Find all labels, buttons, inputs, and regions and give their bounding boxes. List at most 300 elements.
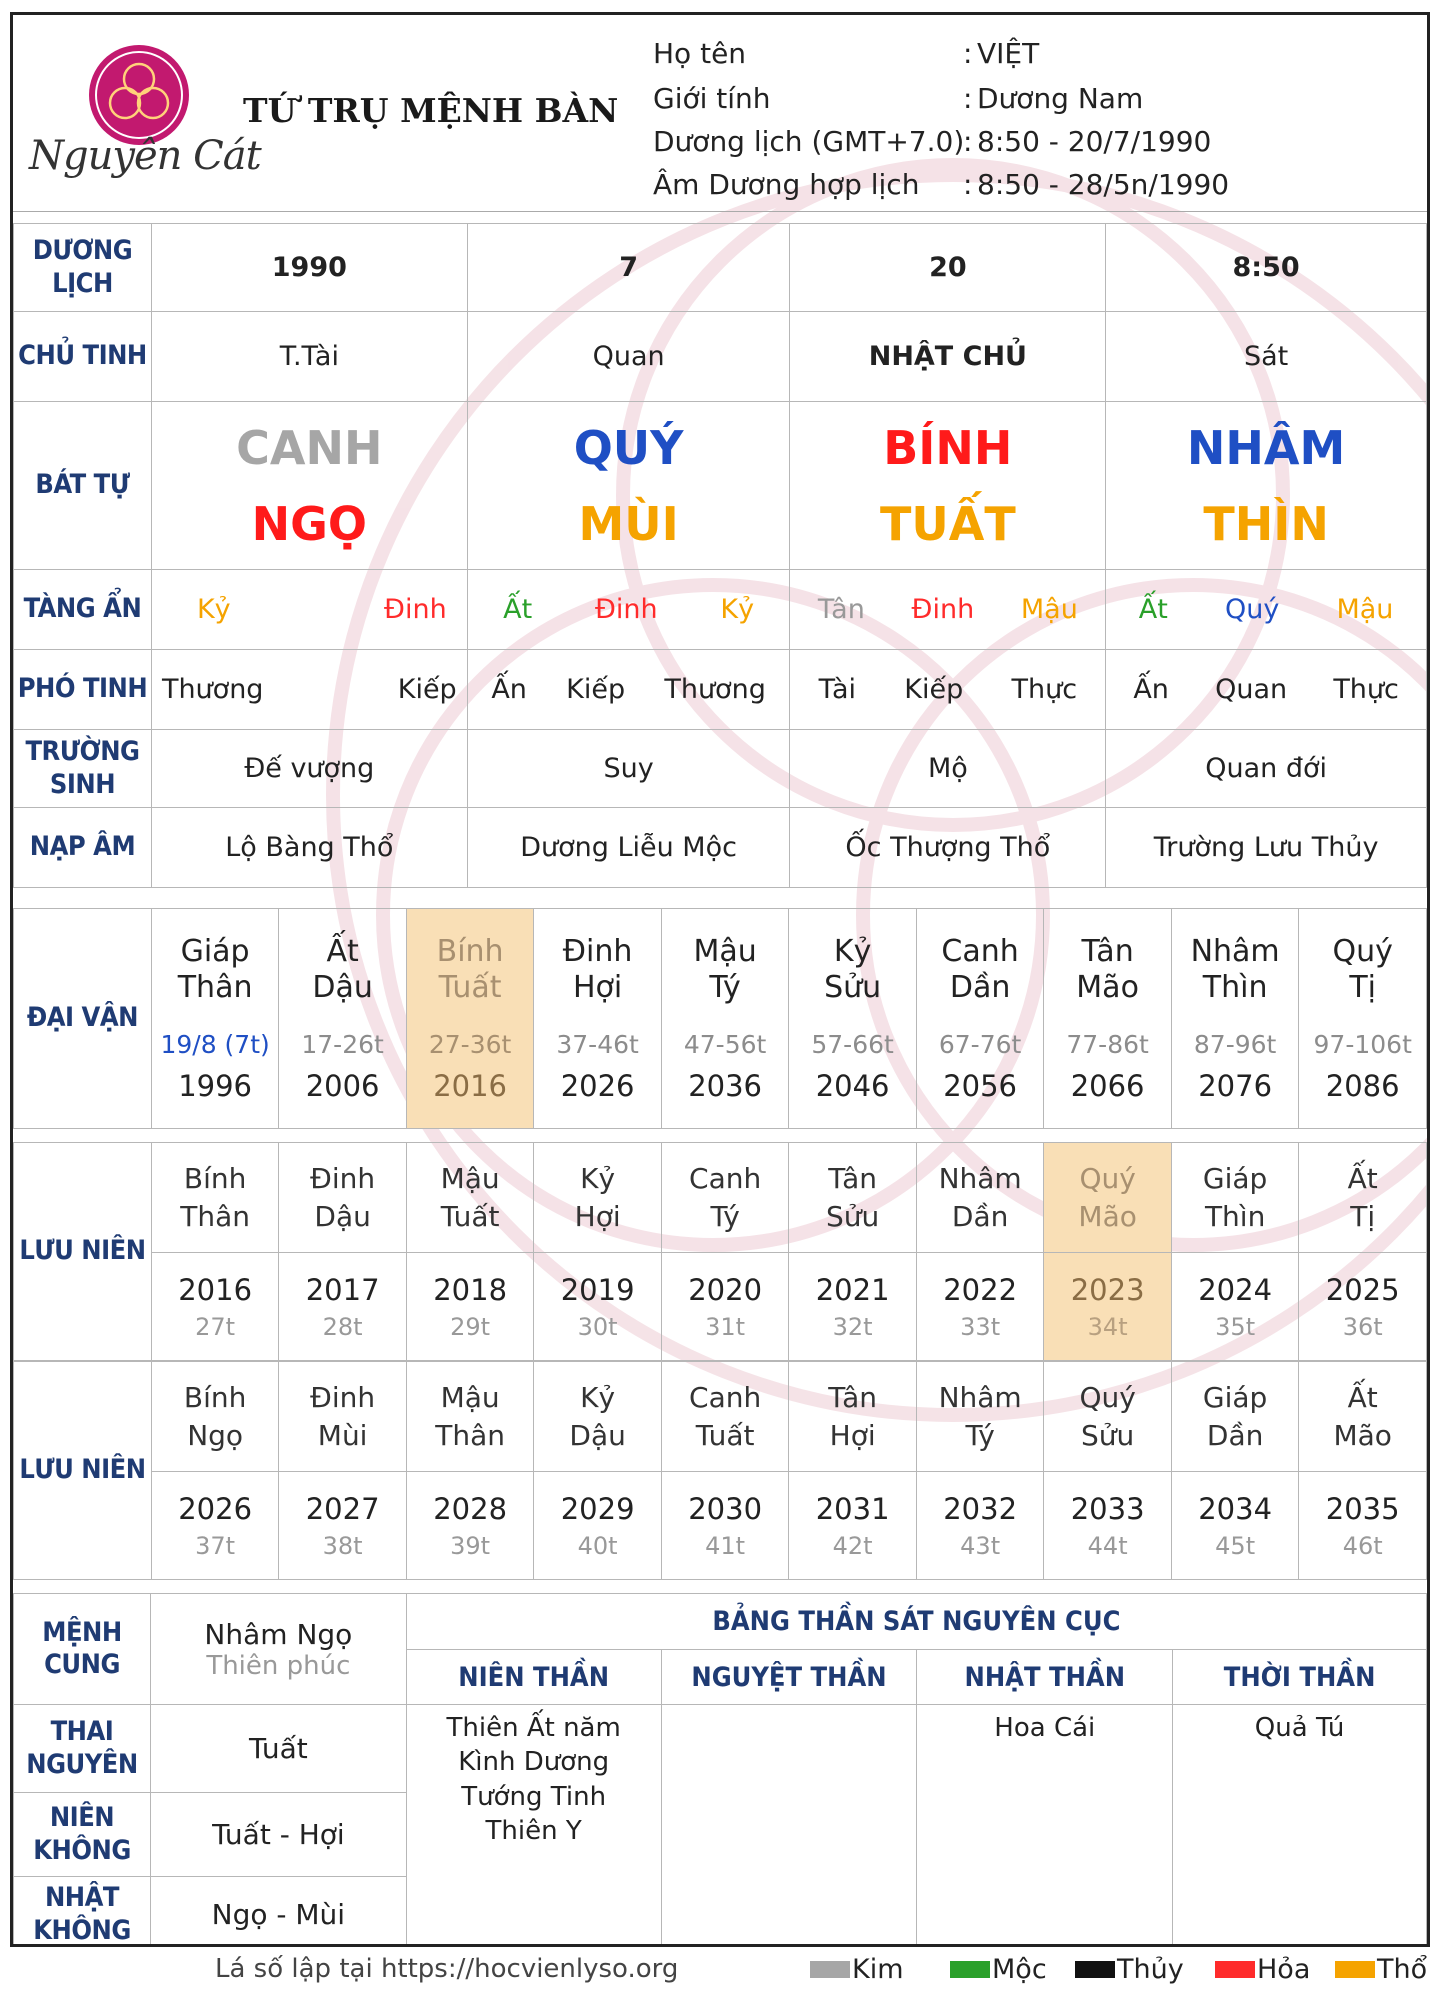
- footer: [0, 1952, 1440, 1992]
- luu-nien-branch: Ngọ: [187, 1418, 244, 1452]
- luu-nien-name-row: [14, 1362, 1427, 1472]
- luu-nien-cell: [534, 1143, 662, 1253]
- dai-van-stem: Đinh: [562, 934, 633, 969]
- luu-nien-branch: Dần: [951, 1199, 1009, 1233]
- luu-nien-branch: Tuất: [440, 1199, 500, 1233]
- tho-swatch-icon: [1335, 1961, 1375, 1978]
- than-sat-title: BẢNG THẦN SÁT NGUYÊN CỤC: [406, 1594, 1426, 1650]
- luu-nien-year-cell: [534, 1253, 662, 1361]
- truong-sinh-row: [14, 730, 1427, 808]
- dai-van-cell: [661, 909, 789, 1129]
- dai-van-year: 2016: [433, 1069, 508, 1103]
- luu-nien-stem: Bính: [183, 1380, 247, 1414]
- dai-van-stem: Nhâm: [1190, 934, 1280, 969]
- bat-tu-hour: [1106, 402, 1427, 570]
- luu-nien-cell: [1299, 1362, 1427, 1472]
- info-name-row: Họ tên : VIỆT: [653, 37, 1040, 70]
- legend-thuy: [1075, 1954, 1184, 1985]
- dai-van-cell: [916, 909, 1044, 1129]
- luu-nien-year: 2031: [815, 1491, 890, 1526]
- luu-nien-cell: [789, 1143, 917, 1253]
- menh-cung-sub: Thiên phúc: [206, 1650, 351, 1681]
- branch-thin: THÌN: [1203, 496, 1329, 551]
- luu-nien-age: 31t: [705, 1312, 746, 1341]
- legend-kim: [810, 1954, 904, 1985]
- tang-an-item: Ất: [503, 594, 533, 625]
- luu-nien-cell: [534, 1362, 662, 1472]
- tang-an-item: Đinh: [384, 594, 447, 625]
- dai-van-age: 19/8 (7t): [160, 1030, 270, 1059]
- dai-van-stem: Bính: [436, 934, 504, 969]
- chu-tinh-year: T.Tài: [151, 312, 467, 402]
- kim-swatch-icon: [810, 1961, 850, 1978]
- row-head-tang-an: TÀNG ẨN: [14, 570, 152, 650]
- pillar-month-value: 7: [467, 224, 790, 312]
- luu-nien-cell: [1299, 1143, 1427, 1253]
- luu-nien-cell: [151, 1143, 279, 1253]
- thai-nguyen-value: Tuất: [150, 1705, 406, 1793]
- col-nien-than: NIÊN THẦN: [406, 1650, 661, 1705]
- luu-nien-stem: Giáp: [1202, 1380, 1268, 1414]
- dai-van-cell: [151, 909, 279, 1129]
- luu-nien-year-cell: [151, 1253, 279, 1361]
- dai-van-year: 2006: [305, 1069, 380, 1103]
- luu-nien-branch: Mùi: [317, 1418, 368, 1452]
- dai-van-year: 2026: [560, 1069, 635, 1103]
- tang-an-item: Đinh: [594, 594, 658, 625]
- dai-van-branch: Mão: [1076, 970, 1139, 1005]
- luu-nien-age: 44t: [1087, 1531, 1128, 1560]
- row-head-truong-sinh: TRƯỜNG SINH: [14, 730, 152, 808]
- pho-tinh-item: Thực: [1333, 674, 1399, 705]
- info-lunar-row: Âm Dương hợp lịch : 8:50 - 28/5n/1990: [653, 168, 1230, 201]
- luu-nien-stem: Đinh: [310, 1161, 376, 1195]
- tang-an-item: Kỷ: [196, 594, 231, 625]
- luu-nien-age: 30t: [577, 1312, 618, 1341]
- dai-van-stem: Mậu: [693, 934, 757, 969]
- luu-nien-year-cell: [789, 1472, 917, 1580]
- luu-nien-year: 2019: [560, 1272, 635, 1307]
- pillar-hour-value: 8:50: [1106, 224, 1427, 312]
- nap-am-row: [14, 808, 1427, 888]
- luu-nien-year: 2021: [815, 1272, 890, 1307]
- chu-tinh-row: [14, 312, 1427, 402]
- luu-nien-year-cell: [279, 1253, 407, 1361]
- truong-sinh-year: Đế vượng: [151, 730, 467, 808]
- luu-nien-stem: Giáp: [1202, 1161, 1268, 1195]
- pho-tinh-row: [14, 650, 1427, 730]
- luu-nien-cell: [916, 1143, 1044, 1253]
- dai-van-table: [13, 908, 1427, 1129]
- brand-logo: [27, 29, 247, 209]
- bottom-row-1: [14, 1594, 1427, 1650]
- luu-nien-year-cell: [534, 1472, 662, 1580]
- luu-nien-year: 2032: [943, 1491, 1018, 1526]
- luu-nien-stem: Canh: [689, 1380, 762, 1414]
- dai-van-cell: [789, 909, 917, 1129]
- luu-nien-year-cell: [789, 1253, 917, 1361]
- dai-van-stem: Kỷ: [833, 934, 872, 969]
- row-head-luu-nien: LƯU NIÊN: [14, 1362, 152, 1580]
- luu-nien-branch: Dần: [1206, 1418, 1264, 1452]
- pho-tinh-item: Thương: [161, 674, 264, 705]
- luu-nien-year: 2028: [433, 1491, 508, 1526]
- tang-an-item: Tân: [817, 594, 865, 625]
- legend-label: Hỏa: [1257, 1954, 1311, 1985]
- luu-nien-year: 2027: [305, 1491, 380, 1526]
- luu-nien-cell: [916, 1362, 1044, 1472]
- luu-nien-year: 2030: [688, 1491, 763, 1526]
- dai-van-stem: Tân: [1081, 934, 1134, 969]
- info-value: 8:50 - 28/5n/1990: [977, 168, 1230, 201]
- brand-name: Nguyên Cát: [29, 133, 261, 179]
- luu-nien-cell: [661, 1362, 789, 1472]
- dai-van-age: 27-36t: [428, 1030, 512, 1059]
- dai-van-cell: [534, 909, 662, 1129]
- row-head-chu-tinh: CHỦ TINH: [14, 312, 152, 402]
- luu-nien-age: 33t: [960, 1312, 1001, 1341]
- info-label: Giới tính: [653, 82, 771, 115]
- luu-nien-age: 41t: [705, 1531, 746, 1560]
- truong-sinh-month: Suy: [467, 730, 790, 808]
- tang-an-row: [14, 570, 1427, 650]
- luu-nien-year: 2026: [178, 1491, 253, 1526]
- col-thoi-than: THỜI THẦN: [1173, 1650, 1427, 1705]
- luu-nien-stem: Mậu: [440, 1161, 500, 1195]
- luu-nien-year-cell: [406, 1472, 534, 1580]
- nhat-khong-label: NHẬT KHÔNG: [14, 1877, 151, 1948]
- dai-van-stem: Canh: [941, 934, 1019, 969]
- luu-nien-year-cell: [1171, 1253, 1299, 1361]
- luu-nien-age: 39t: [450, 1531, 491, 1560]
- info-label: Âm Dương hợp lịch: [653, 168, 920, 201]
- luu-nien-stem: Bính: [183, 1161, 247, 1195]
- dai-van-age: 97-106t: [1313, 1030, 1412, 1059]
- luu-nien-branch: Sửu: [825, 1199, 880, 1233]
- luu-nien-stem: Đinh: [310, 1380, 376, 1414]
- legend-label: Thổ: [1377, 1954, 1428, 1985]
- pho-tinh-item: Ấn: [1133, 674, 1169, 705]
- dai-van-year: 1996: [178, 1069, 253, 1103]
- luu-nien-table-2: [13, 1361, 1427, 1580]
- dai-van-branch: Dần: [949, 970, 1011, 1005]
- bottom-table: [13, 1593, 1427, 1947]
- dai-van-age: 17-26t: [301, 1030, 384, 1059]
- luu-nien-age: 37t: [195, 1531, 236, 1560]
- thai-nguyen-label: THAI NGUYÊN: [14, 1705, 151, 1793]
- luu-nien-branch: Thân: [435, 1418, 505, 1452]
- luu-nien-year-cell: [1171, 1472, 1299, 1580]
- bat-tu-day: [790, 402, 1106, 570]
- luu-nien-age: 42t: [832, 1531, 873, 1560]
- luu-nien-cell: [789, 1362, 917, 1472]
- nhat-khong-value: Ngọ - Mùi: [150, 1877, 406, 1948]
- chu-tinh-month: Quan: [467, 312, 790, 402]
- pho-tinh-item: Thương: [664, 674, 766, 705]
- legend-label: Kim: [852, 1954, 904, 1985]
- luu-nien-table-1: [13, 1142, 1427, 1361]
- dai-van-year: 2056: [943, 1069, 1018, 1103]
- luu-nien-branch: Dậu: [569, 1418, 626, 1452]
- branch-ngo: NGỌ: [251, 496, 367, 551]
- legend-hoa: [1215, 1954, 1310, 1985]
- luu-nien-year: 2035: [1325, 1491, 1400, 1526]
- dai-van-age: 67-76t: [938, 1030, 1022, 1059]
- thuy-swatch-icon: [1075, 1961, 1115, 1978]
- dai-van-cell-current: [406, 909, 534, 1129]
- luu-nien-cell: [661, 1143, 789, 1253]
- legend-tho: [1335, 1954, 1427, 1985]
- luu-nien-cell: [406, 1362, 534, 1472]
- luu-nien-year: 2033: [1070, 1491, 1145, 1526]
- luu-nien-stem: Quý: [1079, 1161, 1136, 1195]
- info-solar-row: Dương lịch (GMT+7.0): 8:50 - 20/7/1990: [653, 125, 1212, 158]
- luu-nien-stem: Tân: [828, 1380, 877, 1414]
- pho-tinh-year: [151, 650, 467, 730]
- luu-nien-year: 2020: [688, 1272, 763, 1307]
- tang-an-item: Ất: [1138, 594, 1168, 625]
- luu-nien-name-row: [14, 1143, 1427, 1253]
- row-head-dai-van: ĐẠI VẬN: [14, 909, 152, 1129]
- legend-label: Mộc: [992, 1954, 1047, 1985]
- luu-nien-year: 2023: [1070, 1272, 1145, 1307]
- dai-van-cell: [279, 909, 407, 1129]
- luu-nien-stem: Quý: [1079, 1380, 1136, 1414]
- tang-an-day: [790, 570, 1106, 650]
- info-value: VIỆT: [977, 37, 1040, 70]
- luu-nien-age: 35t: [1215, 1312, 1256, 1341]
- pho-tinh-item: Kiếp: [566, 674, 626, 705]
- stem-quy: QUÝ: [573, 420, 684, 475]
- chart-sheet: [10, 12, 1430, 1947]
- luu-nien-branch: Tý: [965, 1418, 995, 1452]
- tang-an-month: [467, 570, 790, 650]
- bottom-row-3: [14, 1705, 1427, 1793]
- duong-lich-row: [14, 224, 1427, 312]
- dai-van-year: 2086: [1325, 1069, 1400, 1103]
- luu-nien-branch: Hợi: [574, 1199, 621, 1233]
- pho-tinh-item: Thực: [1011, 674, 1078, 705]
- luu-nien-branch: Thân: [180, 1199, 250, 1233]
- tang-an-hour: [1106, 570, 1427, 650]
- luu-nien-year-cell: [406, 1253, 534, 1361]
- luu-nien-stem: Kỷ: [580, 1161, 616, 1195]
- luu-nien-age: 28t: [322, 1312, 363, 1341]
- luu-nien-year: 2024: [1198, 1272, 1273, 1307]
- than-sat-item: Thiên Y: [485, 1815, 582, 1846]
- luu-nien-cell: [1171, 1143, 1299, 1253]
- nhat-than-list: [917, 1705, 1173, 1948]
- luu-nien-year: 2029: [560, 1491, 635, 1526]
- than-sat-item: Quả Tú: [1254, 1713, 1345, 1743]
- luu-nien-age: 36t: [1342, 1312, 1383, 1341]
- pho-tinh-item: Quan: [1215, 674, 1288, 705]
- pho-tinh-month: [467, 650, 790, 730]
- branch-mui: MÙI: [578, 496, 679, 551]
- dai-van-row: [14, 909, 1427, 1129]
- tang-an-item: Quý: [1224, 594, 1280, 625]
- luu-nien-age: 43t: [960, 1531, 1001, 1560]
- nien-khong-value: Tuất - Hợi: [150, 1793, 406, 1877]
- luu-nien-age: 29t: [450, 1312, 491, 1341]
- luu-nien-branch: Dậu: [314, 1199, 371, 1233]
- pillar-day-value: 20: [790, 224, 1106, 312]
- dai-van-year: 2066: [1070, 1069, 1145, 1103]
- footer-credit: Lá số lập tại https://hocvienlyso.org: [215, 1954, 679, 1984]
- info-label: Dương lịch (GMT+7.0): [653, 125, 965, 158]
- tang-an-item: Mậu: [1020, 594, 1078, 625]
- dai-van-cell: [1171, 909, 1299, 1129]
- chu-tinh-day: NHẬT CHỦ: [790, 312, 1106, 402]
- info-label: Họ tên: [653, 37, 747, 70]
- nap-am-year: Lộ Bàng Thổ: [151, 808, 467, 888]
- bat-tu-month: [467, 402, 790, 570]
- luu-nien-branch: Tuất: [695, 1418, 755, 1452]
- col-nguyet-than: NGUYỆT THẦN: [661, 1650, 917, 1705]
- nap-am-day: Ốc Thượng Thổ: [790, 808, 1106, 888]
- than-sat-item: Kình Dương: [458, 1747, 610, 1778]
- tang-an-item: Mậu: [1336, 594, 1394, 625]
- dai-van-age: 47-56t: [683, 1030, 767, 1059]
- bat-tu-row: [14, 402, 1427, 570]
- dai-van-year: 2046: [815, 1069, 890, 1103]
- luu-nien-year: 2017: [305, 1272, 380, 1307]
- hoa-swatch-icon: [1215, 1961, 1255, 1978]
- luu-nien-age: 46t: [1342, 1531, 1383, 1560]
- dai-van-year: 2076: [1198, 1069, 1273, 1103]
- luu-nien-stem: Nhâm: [938, 1380, 1022, 1414]
- dai-van-cell: [1299, 909, 1427, 1129]
- luu-nien-branch: Tý: [710, 1199, 740, 1233]
- tang-an-year: [151, 570, 467, 650]
- luu-nien-stem: Tân: [828, 1161, 877, 1195]
- nien-than-list: [406, 1705, 661, 1948]
- luu-nien-year-row: [14, 1253, 1427, 1361]
- chu-tinh-hour: Sát: [1106, 312, 1427, 402]
- dai-van-age: 77-86t: [1066, 1030, 1149, 1059]
- luu-nien-year-cell: [1299, 1253, 1427, 1361]
- row-head-bat-tu: BÁT TỰ: [14, 402, 152, 570]
- truong-sinh-hour: Quan đới: [1106, 730, 1427, 808]
- legend-moc: [950, 1954, 1047, 1985]
- luu-nien-year-cell: [1044, 1472, 1172, 1580]
- luu-nien-year-cell: [661, 1472, 789, 1580]
- dai-van-branch: Hợi: [572, 970, 623, 1005]
- luu-nien-age: 32t: [832, 1312, 873, 1341]
- pho-tinh-hour: [1106, 650, 1427, 730]
- luu-nien-year-cell: [1299, 1472, 1427, 1580]
- info-value: Dương Nam: [977, 82, 1144, 115]
- row-head-duong-lich: DƯƠNG LỊCH: [14, 224, 152, 312]
- luu-nien-year-cell: [661, 1253, 789, 1361]
- pho-tinh-item: Ấn: [491, 674, 527, 705]
- luu-nien-stem: Canh: [689, 1161, 762, 1195]
- stem-nham: NHÂM: [1186, 420, 1346, 475]
- page-title: TỨ TRỤ MỆNH BÀN: [243, 91, 619, 130]
- luu-nien-age: 40t: [577, 1531, 618, 1560]
- luu-nien-year-cell: [916, 1472, 1044, 1580]
- luu-nien-year: 2022: [943, 1272, 1018, 1307]
- col-nhat-than: NHẬT THẦN: [917, 1650, 1173, 1705]
- luu-nien-cell: [406, 1143, 534, 1253]
- luu-nien-year: 2018: [433, 1272, 508, 1307]
- luu-nien-branch: Mão: [1078, 1199, 1137, 1233]
- luu-nien-stem: Kỷ: [580, 1380, 616, 1414]
- luu-nien-cell: [279, 1362, 407, 1472]
- pho-tinh-day: [790, 650, 1106, 730]
- info-value: 8:50 - 20/7/1990: [977, 125, 1212, 158]
- dai-van-branch: Sửu: [824, 970, 882, 1005]
- dai-van-year: 2036: [688, 1069, 763, 1103]
- tang-an-item: Kỷ: [720, 594, 755, 625]
- dai-van-branch: Tý: [709, 970, 741, 1005]
- dai-van-branch: Dậu: [312, 970, 373, 1005]
- pillar-year-value: 1990: [151, 224, 467, 312]
- luu-nien-cell: [151, 1362, 279, 1472]
- than-sat-item: Hoa Cái: [994, 1713, 1096, 1743]
- moc-swatch-icon: [950, 1961, 990, 1978]
- bat-tu-year: [151, 402, 467, 570]
- nien-khong-label: NIÊN KHÔNG: [14, 1793, 151, 1877]
- stem-canh: CANH: [236, 420, 383, 475]
- than-sat-item: Thiên Ất năm: [446, 1713, 621, 1743]
- luu-nien-year-cell: [151, 1472, 279, 1580]
- luu-nien-year: 2016: [178, 1272, 253, 1307]
- tang-an-item: Đinh: [911, 594, 975, 625]
- info-gender-row: Giới tính : Dương Nam: [653, 82, 1144, 115]
- menh-cung-cell: [150, 1594, 406, 1705]
- dai-van-stem: Ất: [326, 934, 359, 969]
- than-sat-item: Tướng Tinh: [461, 1781, 607, 1812]
- luu-nien-year-cell-current: [1044, 1253, 1172, 1361]
- nap-am-month: Dương Liễu Mộc: [467, 808, 790, 888]
- row-head-nap-am: NẠP ÂM: [14, 808, 152, 888]
- nguyet-than-list: [661, 1705, 917, 1948]
- legend-label: Thủy: [1117, 1954, 1184, 1985]
- dai-van-branch: Tị: [1349, 970, 1377, 1005]
- dai-van-age: 57-66t: [811, 1030, 894, 1059]
- luu-nien-age: 34t: [1087, 1312, 1128, 1341]
- row-head-luu-nien: LƯU NIÊN: [14, 1143, 152, 1361]
- menh-cung-value: Nhâm Ngọ: [204, 1617, 353, 1651]
- luu-nien-branch: Sửu: [1081, 1418, 1135, 1452]
- thoi-than-list: [1173, 1705, 1427, 1948]
- row-head-pho-tinh: PHÓ TINH: [14, 650, 152, 730]
- luu-nien-cell: [1044, 1362, 1172, 1472]
- luu-nien-cell-current: [1044, 1143, 1172, 1253]
- luu-nien-stem: Nhâm: [938, 1161, 1022, 1195]
- luu-nien-branch: Thìn: [1204, 1199, 1266, 1233]
- luu-nien-stem: Mậu: [440, 1380, 500, 1414]
- pho-tinh-item: Kiếp: [904, 674, 964, 705]
- header-divider: [13, 211, 1427, 212]
- luu-nien-stem: Ất: [1347, 1161, 1378, 1195]
- luu-nien-year: 2034: [1198, 1491, 1273, 1526]
- luu-nien-age: 38t: [322, 1531, 363, 1560]
- dai-van-stem: Quý: [1332, 934, 1393, 969]
- luu-nien-year-row: [14, 1472, 1427, 1580]
- dai-van-age: 37-46t: [556, 1030, 639, 1059]
- dai-van-branch: Thìn: [1202, 970, 1268, 1005]
- dai-van-branch: Tuất: [438, 970, 502, 1005]
- luu-nien-cell: [1171, 1362, 1299, 1472]
- luu-nien-cell: [279, 1143, 407, 1253]
- pho-tinh-item: Kiếp: [397, 674, 457, 705]
- luu-nien-branch: Tị: [1350, 1199, 1376, 1233]
- luu-nien-stem: Ất: [1347, 1380, 1378, 1414]
- luu-nien-year: 2025: [1325, 1272, 1400, 1307]
- truong-sinh-day: Mộ: [790, 730, 1106, 808]
